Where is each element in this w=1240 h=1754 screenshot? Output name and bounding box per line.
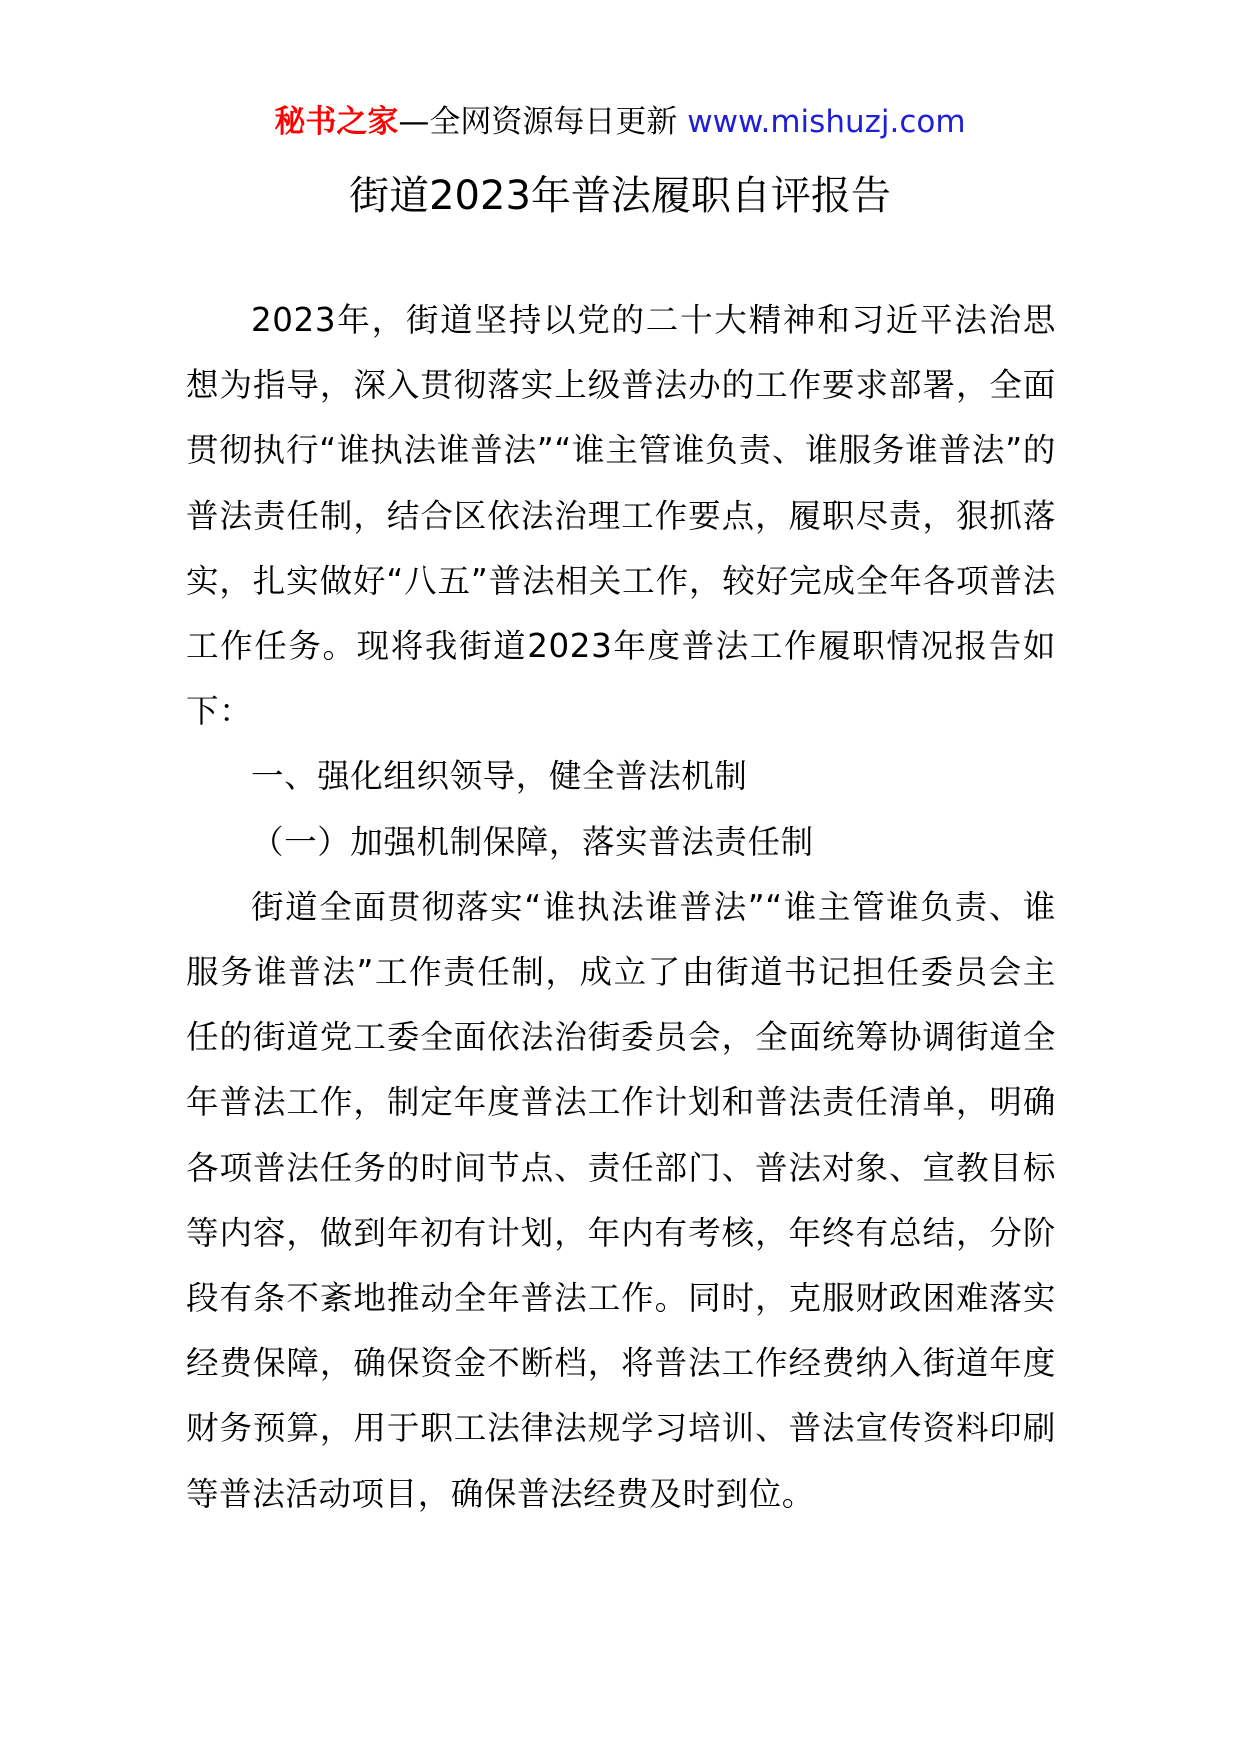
header-banner [0,100,1240,144]
document-body [186,288,1056,1527]
website-link[interactable]: www.mishuzj.com [687,104,966,140]
section-heading: 一、强化组织领导，健全普法机制 [251,757,748,796]
brand-name: 秘书之家 [274,104,399,140]
banner-tagline: —全网资源每日更新 [398,104,678,140]
subsection-heading: （一）加强机制保障，落实普法责任制 [251,822,814,861]
body-paragraph: 街道全面贯彻落实“谁执法谁普法”“谁主管谁负责、谁服务谁普法”工作责任制，成立了由街道书记担任委员会主任的街道党工委全面依法治街委员会，全面统筹协调街道全年普法工作，制定年度普法工作计划和普法责任清单，明确各项普法任务的时间节点、责任部门、普法对象、宣教目标等内容，做到年初有计划，年内有考核，年终有总结，分阶段有条不紊地推动全年普法工作。同时，克服财政困难落实经费保障，确保资金不断档，将普法工作经费纳入街道年度财务预算，用于职工法律法规学习培训、普法宣传资料印刷等普法活动项目，确保普法经费及时到位。 [186,887,1056,1513]
document-title: 街道2023年普法履职自评报告 [349,173,891,219]
intro-paragraph: 2023年，街道坚持以党的二十大精神和习近平法治思想为指导，深入贯彻落实上级普法办的工作要求部署，全面贯彻执行“谁执法谁普法”“谁主管谁负责、谁服务谁普法”的普法责任制，结合区依法治理工作要点，履职尽责，狠抓落实，扎实做好“八五”普法相关工作，较好完成全年各项普法工作任务。现将我街道2023年度普法工作履职情况报告如下： [186,301,1056,731]
